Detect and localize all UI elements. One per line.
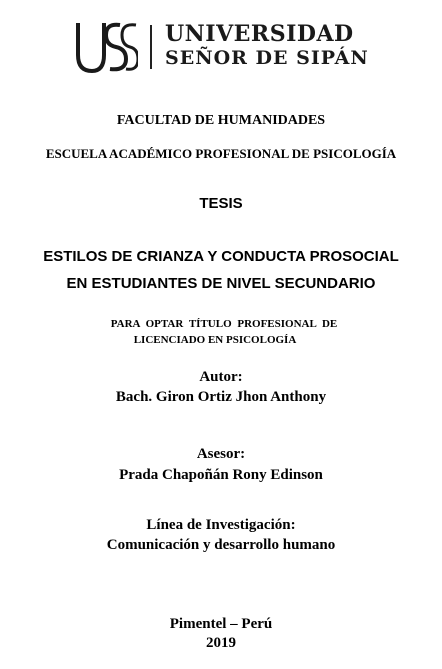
university-name-line1: UNIVERSIDAD [165,21,354,47]
research-line-value: Comunicación y desarrollo humano [106,537,336,553]
school-name: ESCUELA ACADÉMICO PROFESIONAL DE PSICOLOGÍA [45,146,397,161]
document-type: TESIS [199,195,243,212]
degree-purpose-line1: PARA OPTAR TÍTULO PROFESIONAL DE [110,318,338,330]
faculty-name: FACULTAD DE HUMANIDADES [116,113,326,128]
thesis-title-line2: EN ESTUDIANTES DE NIVEL SECUNDARIO [66,275,376,292]
university-name-line2: SEÑOR DE SIPÁN [165,47,369,69]
thesis-title-line1: ESTILOS DE CRIANZA Y CONDUCTA PROSOCIAL [43,248,399,265]
research-line-label: Línea de Investigación: [146,517,296,533]
advisor-name: Prada Chapoñán Rony Edinson [119,467,323,483]
logo-divider [150,25,152,69]
uss-logo-icon [76,21,138,73]
degree-purpose-line2: LICENCIADO EN PSICOLOGÍA [133,334,297,346]
author-name: Bach. Giron Ortiz Jhon Anthony [115,389,327,405]
year: 2019 [206,635,236,651]
place: Pimentel – Perú [169,616,273,632]
author-label: Autor: [199,369,243,385]
advisor-label: Asesor: [196,446,246,462]
